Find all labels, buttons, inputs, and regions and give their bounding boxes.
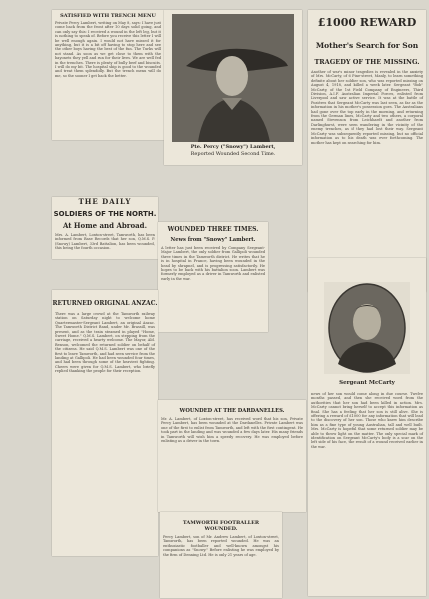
article-text: Mr. A. Lambert, of Loxton-street, has received word that his son, Private Percy Lambert, has been wounded at the Dardanelles. Private Lambert was one of the first to enlist from Tamworth, and left with the first contingent. He took part in the landing and was wounded a few days later. His many friends in Tamworth will wish him a speedy recovery. He was employed before enlisting as a driver in the town. bbox=[161, 417, 303, 444]
clipping-sergeant-mccarty bbox=[308, 258, 426, 596]
clipping-tamworth-footballer bbox=[160, 512, 282, 598]
portrait-photo-lambert bbox=[172, 14, 294, 142]
headline: WOUNDED THREE TIMES. bbox=[167, 226, 259, 233]
clipping-1000-reward bbox=[308, 10, 426, 292]
subhead: News from "Snowy" Lambert. bbox=[170, 237, 256, 243]
article-text: Percy Lambert, son of Mr. Andrew Lambert, of Loxton-street, Tamworth, has been reported wounded. He was an enthusiastic footballer and well-known amongst his companions as "Snowy." Before enlisting he was employed by the firm of Denning Ltd. He is only 21 years of age. bbox=[163, 535, 279, 557]
headline: RETURNED ORIGINAL ANZAC. bbox=[52, 300, 158, 307]
headline: WOUNDED AT THE DARDANELLES. bbox=[179, 408, 285, 414]
caption: Sergeant McCarty bbox=[339, 380, 395, 386]
clipping-soldiers-north bbox=[52, 197, 158, 259]
article-text: There was a large crowd at the Tamworth railway station on Saturday night to welcome home Quartermaster-Sergeant Lambert, an original Anzac. The Tamworth District Band, under Mr. Brassill, was present, and as the train steamed in played "Home, Sweet Home." Q.M.S. Lambert, on stepping from the carriage, received a hearty welcome. The Mayor, Ald. Benson, welcomed the returned soldier on behalf of the citizens. He said Q.M.S. Lambert was one of the first to leave Tamworth, and had seen service from the landing at Gallipoli. He had been wounded four times, and had been through some of the heaviest fighting. Cheers were given for Q.M.S. Lambert, who briefly replied thanking the people for their reception. bbox=[55, 312, 155, 374]
portrait-photo-mccarty bbox=[324, 282, 410, 374]
headline: TAMWORTH FOOTBALLER WOUNDED. bbox=[182, 520, 260, 532]
headline: SOLDIERS OF THE NORTH. bbox=[53, 210, 157, 218]
caption-line2: Reported Wounded Second Time. bbox=[190, 151, 276, 157]
soldier-portrait-oval bbox=[324, 282, 410, 374]
headline: £1000 REWARD bbox=[317, 16, 417, 29]
subhead2: TRAGEDY OF THE MISSING. bbox=[314, 58, 420, 66]
clipping-wounded-dardanelles bbox=[158, 400, 306, 512]
article-text: Private Percy Lambert, writing on May 8, says: I have just come back from the front after 10 days solid going, and can only say this: I received a wound in the left leg, but it is nothing to speak of. Before you receive this letter I will be well enough again. I would not have missed it for anything, but it is a bit off having to stop here and see the other boys having the best of the fun. The Turks will not stand. As soon as we get close to them with the bayonets they yell and run for their lives. We are well fed in the trenches. There is plenty of bully beef and biscuits. I will do my bit. The hospital ship is good to the wounded and treat them splendidly. But the trench menu will do me, so the sooner I get back the better. bbox=[55, 21, 161, 78]
article-text: Mrs. A. Lambert, Loxton-street, Tamworth, has been informed from Base Records that her son, Q.M.S. P. (Snowy) Lambert, 33rd Battalion, has been wounded, this being the fourth occasion. bbox=[55, 233, 155, 251]
clipping-returned-anzac bbox=[52, 290, 158, 556]
masthead: THE DAILY bbox=[78, 197, 132, 206]
clipping-wounded-three-times bbox=[158, 222, 268, 332]
headline: SATISFIED WITH TRENCH MENU bbox=[60, 13, 156, 19]
article-text: Another of war's minor tragedies is revealed in the anxiety of Mrs. McCarty, of 6 Pine-street, Manly, to learn something definite about her soldier son, who was reported missing on August 4, 1918, and killed a week later. Sergeant "Bob" McCarty, of the 1st Field Company of Engineers, Third Division, A.I.F. Australian Imperial Forces, enlisted from Liverpool and saw active service. It was at the battle of Pozières that Sergeant McCarty was last seen, as far as the information in his mother's possession goes. The Australians had gone over the top early in the morning, and returning from the German lines, McCarty and two others, a corporal named Stevenson from Leichhardt and another from Darlinghurst, were seen wandering in the vicinity of the enemy trenches, as if they had lost their way. Sergeant McCarty was subsequently reported missing, but no official information as to his death was ever forthcoming. The mother has kept on searching for him. bbox=[311, 70, 423, 145]
caption-line1: Pte. Percy ("Snowy") Lambert, bbox=[190, 144, 276, 150]
clipping-portrait-lambert bbox=[164, 10, 302, 165]
subhead: At Home and Abroad. bbox=[62, 221, 148, 230]
subhead: Mother's Search for Son bbox=[315, 41, 419, 50]
article-text: A letter has just been received by Company Sergeant-Major Lambert, the only soldier from Gallipoli wounded three times in the Tamworth district. He writes that he is in hospital in France, having been wounded in the head by shrapnel, and is progressing satisfactorily. He hopes to be back with his battalion soon. Lambert was formerly employed as a driver in Tamworth and enlisted early in the war. bbox=[161, 246, 265, 281]
article-text: news of her son would come along in due course. Twelve months passed, and then she received word from the authorities that her son had been killed in action. Mrs. McCarty cannot bring herself to accept this information as final. She has a feeling that her son is still alive. She is offering a reward of £1000 for any information that will lead to the discovery of her son. Those who knew him describe him as a fine type of young Australian, tall and well built. Mrs. McCarty is hopeful that some returned soldier may be able to throw light on the matter. The only special mark of identification on Sergeant McCarty's body is a scar on the left side of his face, the result of a wound received earlier in the war. bbox=[311, 392, 423, 449]
clipping-trench-menu bbox=[52, 10, 164, 140]
soldier-portrait bbox=[172, 14, 294, 142]
